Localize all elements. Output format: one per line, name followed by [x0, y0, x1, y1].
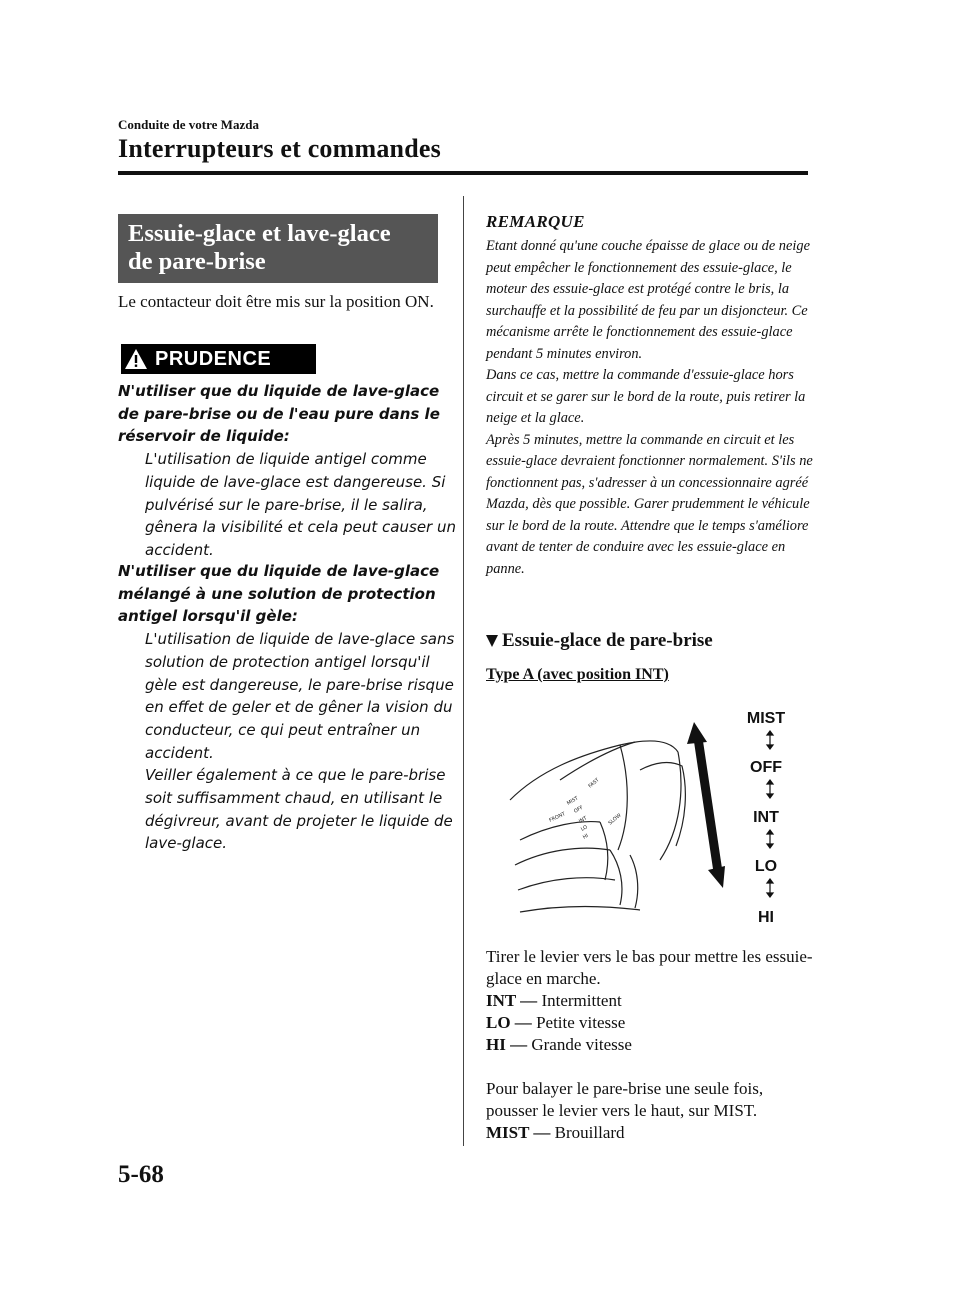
triangle-down-icon	[486, 635, 498, 647]
item-value: Intermittent	[537, 991, 622, 1010]
lever-label-front: FRONT	[548, 811, 567, 824]
position-lo: LO	[754, 858, 778, 875]
item-value: Brouillard	[550, 1123, 625, 1142]
lever-label-int: INT	[578, 815, 589, 825]
lever-label-fast: FAST	[587, 777, 601, 790]
banner-line-1: Essuie-glace et lave-glace	[128, 220, 391, 247]
caution-2-body-2: Veiller également à ce que le pare-brise soit suffisamment chaud, en utilisant le dégivreur, avant de projeter le liquide de lave-glace.	[145, 766, 453, 853]
list-item	[486, 1034, 816, 1056]
position-hi: HI	[758, 909, 774, 926]
page-number: 5-68	[118, 1161, 164, 1188]
caution-1-heading: N'utiliser que du liquide de lave-glace de pare-brise ou de l'eau pure dans le réservoir de liquide:	[118, 382, 440, 446]
banner-line-2: de pare-brise	[128, 248, 266, 275]
warning-icon	[121, 344, 151, 374]
remark-paragraph-3: Après 5 minutes, mettre la commande en circuit et les essuie-glace devraient fonctionner normalement. S'ils ne fonctionnent pas, s'adresser à un concessionnaire agréé Mazda, dès que possible. Garer prudemment le véhicule sur le bord de la route. Attendre que le temps s'améliore avant de tenter de conduire avec les essuie-glace en panne.	[486, 431, 813, 577]
item-key: HI —	[486, 1035, 528, 1054]
column-divider	[463, 196, 464, 1146]
lever-label-lo: LO	[580, 824, 589, 833]
caution-1-body: L'utilisation de liquide antigel comme liquide de lave-glace est dangereuse. Si pulvérisé sur le pare-brise, il le salira, gênera la visibilité et cela peut causer un accident.	[145, 450, 456, 559]
caution-2-heading: N'utiliser que du liquide de lave-glace mélangé à une solution de protection antigel lorsqu'il gèle:	[118, 562, 440, 626]
section-title: Interrupteurs et commandes	[118, 134, 441, 163]
type-label: Type A (avec position INT)	[486, 666, 669, 683]
subsection-title: Essuie-glace de pare-brise	[502, 630, 713, 651]
remark-text	[486, 236, 816, 580]
hand-lever-illustration	[510, 741, 685, 912]
description-intro: Tirer le levier vers le bas pour mettre les essuie-glace en marche.	[486, 947, 813, 988]
item-value: Grande vitesse	[527, 1035, 632, 1054]
warning-label: PRUDENCE	[155, 347, 272, 370]
double-arrow-icon	[687, 722, 725, 888]
chapter-title: Conduite de votre Mazda	[118, 117, 259, 132]
list-item	[486, 990, 816, 1012]
item-value: Petite vitesse	[531, 1013, 626, 1032]
lever-label-slow: SLOW	[607, 812, 623, 827]
description	[486, 946, 816, 1144]
caution-2	[118, 560, 458, 855]
position-off: OFF	[750, 759, 782, 776]
item-key: INT —	[486, 991, 538, 1010]
caution-1	[118, 380, 458, 562]
caution-2-body: L'utilisation de liquide de lave-glace sans solution de protection antigel lorsqu'il gèle est dangereuse, le pare-brise risque en effet de geler et de gêner la vision du conducteur, ce qui peut entraîner un accident.	[145, 630, 455, 762]
header-rule	[118, 171, 808, 175]
lever-label-off: OFF	[573, 804, 585, 815]
item-key: LO —	[486, 1013, 532, 1032]
remark-title: REMARQUE	[486, 212, 585, 231]
lever-label-hi: HI	[582, 832, 590, 841]
position-mist: MIST	[746, 710, 786, 727]
mist-text: Pour balayer le pare-brise une seule fois, pousser le levier vers le haut, sur MIST.	[486, 1079, 764, 1120]
lever-label-mist: MIST	[566, 795, 580, 807]
list-item	[486, 1012, 816, 1034]
item-key: MIST —	[486, 1123, 551, 1142]
remark-paragraph-1: Etant donné qu'une couche épaisse de glace ou de neige peut empêcher le fonctionnement des essuie-glace, le moteur des essuie-glace est protégé contre le bris, la surchauffe et la possibilité de feu par un disjoncteur. Ce mécanisme arrête le fonctionnement des essuie-glace pendant 5 minutes environ.	[486, 238, 810, 362]
list-item	[486, 1122, 816, 1144]
remark-paragraph-2: Dans ce cas, mettre la commande d'essuie-glace hors circuit et se garer sur le bord de la route, puis retirer la neige et la glace.	[486, 367, 806, 426]
topic-banner	[118, 214, 438, 283]
wiper-lever-figure	[500, 700, 800, 932]
position-int: INT	[753, 809, 779, 826]
subsection-heading	[486, 630, 713, 652]
warning-badge	[121, 344, 316, 374]
intro-text: Le contacteur doit être mis sur la position ON.	[118, 292, 434, 311]
